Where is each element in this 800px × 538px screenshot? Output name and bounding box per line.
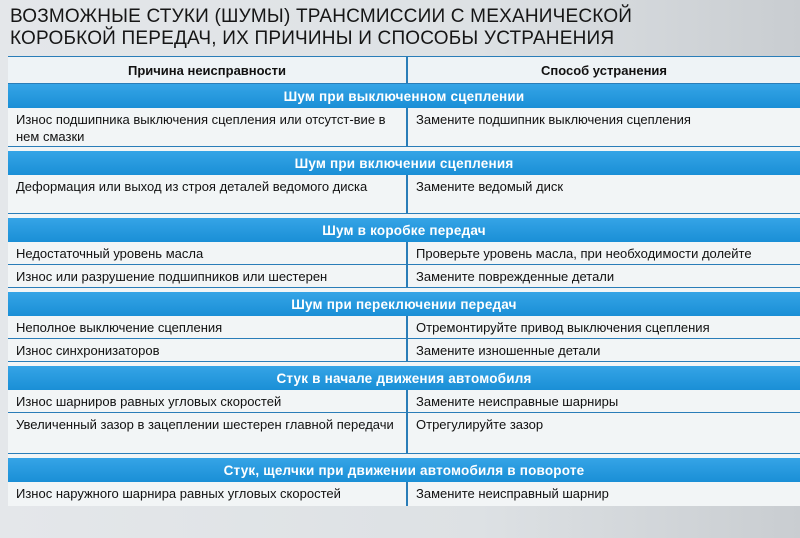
section-title: Стук, щелчки при движении автомобиля в повороте — [8, 458, 800, 482]
cause-cell: Износ наружного шарнира равных угловых скоростей — [8, 482, 408, 506]
fix-cell: Проверьте уровень масла, при необходимости долейте — [416, 246, 752, 261]
page-title — [8, 6, 800, 50]
fix-cell: Замените неисправные шарниры — [416, 394, 619, 409]
fix-cell: Замените изношенные детали — [416, 343, 601, 358]
table-row — [8, 413, 800, 454]
cause-cell: Износ подшипника выключения сцепления или отсутст-вие в нем смазки — [8, 108, 408, 146]
fix-cell: Замените неисправный шарнир — [416, 486, 609, 501]
fix-cell: Замените ведомый диск — [416, 179, 564, 194]
header-cause: Причина неисправности — [8, 57, 408, 83]
table-header-row — [8, 57, 800, 84]
header-fix: Способ устранения — [540, 62, 667, 78]
faults-table — [8, 56, 800, 506]
cause-cell: Износ шарниров равных угловых скоростей — [8, 390, 408, 412]
title-line-2: КОРОБКОЙ ПЕРЕДАЧ, ИХ ПРИЧИНЫ И СПОСОБЫ УСТРАНЕНИЯ — [10, 28, 615, 49]
fix-cell: Замените подшипник выключения сцепления — [416, 112, 691, 127]
section-title: Шум при переключении передач — [8, 292, 800, 316]
fix-cell: Замените поврежденные детали — [416, 269, 615, 284]
cause-cell: Недостаточный уровень масла — [8, 242, 408, 264]
cause-cell: Неполное выключение сцепления — [8, 316, 408, 338]
table-row — [8, 175, 800, 214]
table-row — [8, 390, 800, 413]
table-row — [8, 265, 800, 288]
title-line-1: ВОЗМОЖНЫЕ СТУКИ (ШУМЫ) ТРАНСМИССИИ С МЕХАНИЧЕСКОЙ — [10, 6, 633, 27]
cause-cell: Износ синхронизаторов — [8, 339, 408, 361]
section-title: Стук в начале движения автомобиля — [8, 366, 800, 390]
table-row — [8, 316, 800, 339]
cause-cell: Деформация или выход из строя деталей ведомого диска — [8, 175, 408, 213]
cause-cell: Износ или разрушение подшипников или шестерен — [8, 265, 408, 287]
table-row — [8, 108, 800, 147]
cause-cell: Увеличенный зазор в зацеплении шестерен главной передачи — [8, 413, 408, 453]
section-title: Шум при выключенном сцеплении — [8, 84, 800, 108]
table-row — [8, 482, 800, 506]
table-row — [8, 242, 800, 265]
section-title: Шум в коробке передач — [8, 218, 800, 242]
fix-cell: Отремонтируйте привод выключения сцепления — [416, 320, 710, 335]
fix-cell: Отрегулируйте зазор — [416, 417, 544, 432]
section-title: Шум при включении сцепления — [8, 151, 800, 175]
table-row — [8, 339, 800, 362]
